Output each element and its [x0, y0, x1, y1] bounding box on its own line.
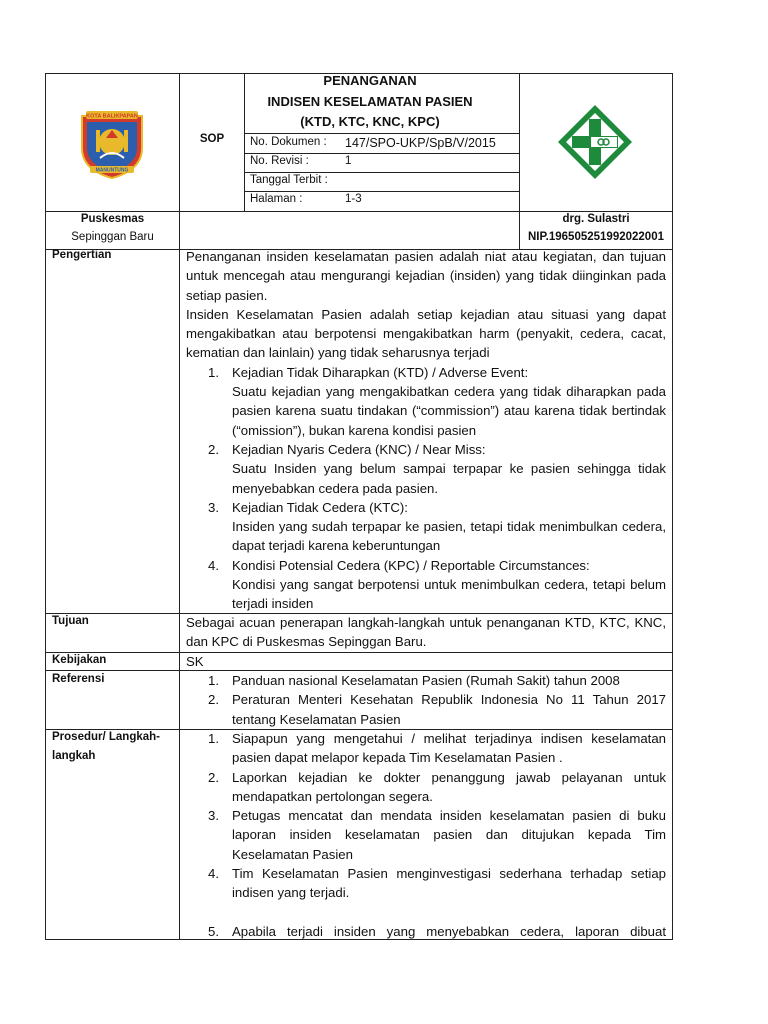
section-content-tujuan: Sebagai acuan penerapan langkah-langkah untuk penanganan KTD, KTC, KNC, dan KPC di Puskesmas Sepinggan Baru. [186, 615, 666, 650]
list-item-number: 4. [208, 557, 219, 573]
list-item [186, 922, 666, 941]
grid-line [179, 73, 180, 939]
list-item-number: 1. [208, 673, 219, 688]
pengertian-intro-1: Penanganan insiden keselamatan pasien adalah niat atau kegiatan, dan tujuan untuk mencegah atau mengurangi kejadian (insiden) yang tidak diinginkan pada setiap pasien. [186, 249, 666, 303]
section-content-referensi [186, 671, 666, 729]
organization-name-line-1: Puskesmas [80, 213, 145, 225]
referensi-list [186, 671, 666, 729]
list-item-description: Kondisi yang sangat berpotensi untuk menimbulkan cedera, tetapi belum terjadi insiden [232, 577, 666, 612]
document-title-line-1: PENANGANAN [323, 73, 417, 88]
list-item-number: 3. [208, 499, 219, 515]
signatory-name: drg. Sulastri [562, 213, 630, 225]
list-item-text: Laporkan kejadian ke dokter penanggung jawab pelayanan untuk mendapatkan pertolongan segera. [232, 769, 666, 804]
list-item-text: Apabila terjadi insiden yang menyebabkan cedera, laporan dibuat [232, 923, 666, 939]
svg-text:MANUNTUNG: MANUNTUNG [95, 167, 129, 174]
list-item-number: 5. [208, 923, 219, 939]
field-value-document-number: 147/SPO-UKP/SpB/V/2015 [345, 136, 496, 150]
section-label-referensi: Referensi [52, 673, 105, 685]
organization-name-line-2: Sepinggan Baru [71, 231, 154, 243]
grid-line [672, 73, 673, 939]
document-title-line-2: INDISEN KESELAMATAN PASIEN [267, 94, 473, 109]
list-item [186, 498, 666, 556]
section-label-prosedur-line-2: langkah [52, 750, 96, 762]
list-item-number: 2. [208, 769, 219, 785]
document-title-line-3: (KTD, KTC, KNC, KPC) [300, 114, 440, 129]
list-item [186, 806, 666, 864]
section-content-prosedur [186, 729, 666, 941]
field-label-revision: No. Revisi : [250, 155, 309, 167]
pengertian-list [186, 363, 666, 614]
prosedur-list [186, 729, 666, 941]
list-item-text: Siapapun yang mengetahui / melihat terjadinya indisen keselamatan pasien dapat melapor kepada Tim Keselamatan Pasien . [232, 731, 666, 766]
section-label-tujuan: Tujuan [52, 615, 89, 627]
list-item-description: Insiden yang sudah terpapar ke pasien, tetapi tidak menimbulkan cedera, dapat terjadi karena keberuntungan [232, 519, 666, 554]
list-item-number: 4. [208, 866, 219, 882]
list-item-text: Peraturan Menteri Kesehatan Republik Indonesia No 11 Tahun 2017 tentang Keselamatan Pasien [232, 692, 666, 727]
city-emblem-logo [76, 108, 148, 180]
section-content-kebijakan: SK [186, 654, 204, 669]
field-label-issue-date: Tanggal Terbit : [250, 174, 328, 186]
pengertian-intro-2: Insiden Keselamatan Pasien adalah setiap kejadian atau situasi yang dapat mengakibatkan atau berpotensi mengakibatkan harm (penyakit, cedera, cacat, kematian dan lainlain) yang tidak seharusnya terjadi [186, 306, 666, 361]
sop-label: SOP [199, 133, 225, 145]
puskesmas-logo [556, 103, 634, 181]
field-label-page: Halaman : [250, 193, 303, 205]
list-item-number: 1. [208, 731, 219, 746]
grid-line [244, 172, 520, 173]
list-item-title: Kejadian Nyaris Cedera (KNC) / Near Miss: [232, 441, 486, 457]
list-item [186, 556, 666, 614]
list-item-title: Kejadian Tidak Cedera (KTC): [232, 499, 408, 515]
list-item [186, 690, 666, 729]
field-value-page: 1-3 [345, 193, 362, 205]
list-item [186, 440, 666, 498]
list-item [186, 671, 666, 690]
grid-line [45, 73, 46, 939]
list-item-title: Kondisi Potensial Cedera (KPC) / Reportable Circumstances: [232, 557, 590, 573]
grid-line [45, 652, 673, 653]
list-item-title: Kejadian Tidak Diharapkan (KTD) / Adverse Event: [232, 364, 529, 380]
section-content-pengertian [186, 247, 666, 614]
list-item-description: Suatu Insiden yang belum sampai terpapar ke pasien sehingga tidak menyebabkan cedera pada pasien. [232, 461, 666, 496]
field-label-document-number: No. Dokumen : [250, 136, 327, 148]
section-label-kebijakan: Kebijakan [52, 654, 107, 666]
grid-line [244, 133, 520, 134]
list-item-text: Tim Keselamatan Pasien menginvestigasi sederhana terhadap setiap indisen yang terjadi. [232, 866, 666, 901]
field-value-revision: 1 [345, 155, 352, 167]
list-item [186, 729, 666, 768]
section-label-pengertian: Pengertian [52, 249, 112, 261]
grid-line [45, 211, 673, 212]
grid-line [244, 153, 520, 154]
list-item [186, 864, 666, 903]
grid-line [244, 191, 520, 192]
list-item-description: Suatu kejadian yang mengakibatkan cedera yang tidak diharapkan pada pasien karena suatu tindakan (“commission”) atau karena tidak bertindak (“omission”), bukan karena kondisi pasien [232, 384, 666, 438]
list-item [186, 363, 666, 440]
list-item-number: 2. [208, 441, 219, 457]
list-item-text: Petugas mencatat dan mendata insiden keselamatan pasien di buku laporan insiden keselamatan pasien dan ditujukan kepada Tim Keselamatan Pasien [232, 808, 666, 862]
list-item-text: Panduan nasional Keselamatan Pasien (Rumah Sakit) tahun 2008 [232, 673, 620, 688]
svg-text:KOTA BALIKPAPAN: KOTA BALIKPAPAN [86, 113, 138, 120]
signatory-nip: NIP.196505251992022001 [527, 231, 664, 243]
list-item-number: 3. [208, 808, 219, 824]
list-item-number: 2. [208, 692, 219, 708]
section-label-prosedur-line-1: Prosedur/ Langkah- [52, 731, 160, 743]
list-item [186, 768, 666, 807]
list-item-number: 1. [208, 364, 219, 380]
